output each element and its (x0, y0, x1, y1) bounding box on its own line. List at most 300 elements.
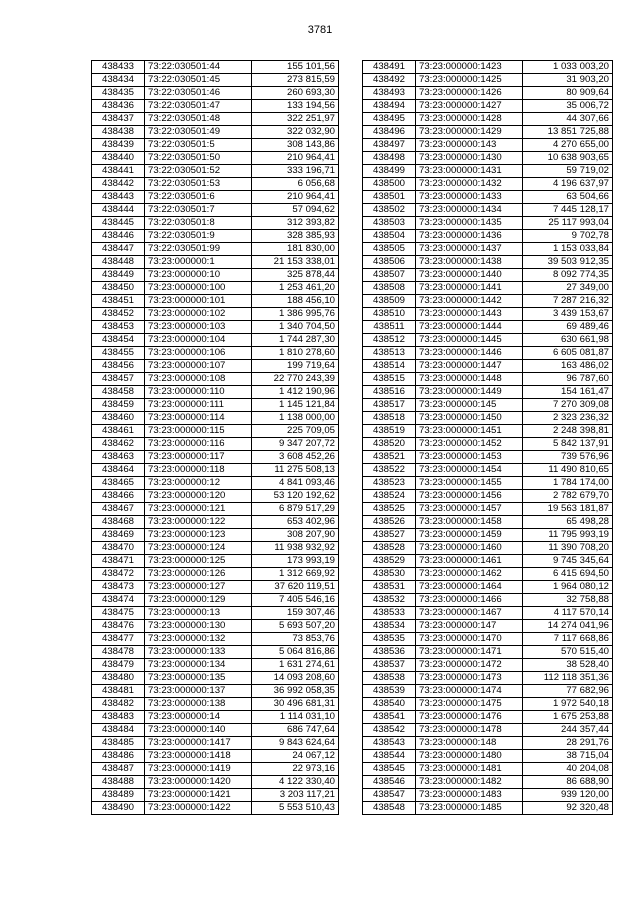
row-number: 438477 (92, 633, 145, 646)
row-number: 438546 (363, 776, 416, 789)
cadastral-number: 73:23:000000:1473 (416, 672, 523, 685)
row-number: 438496 (363, 126, 416, 139)
cadastral-number: 73:23:000000:129 (145, 594, 252, 607)
table-row (363, 737, 613, 750)
cadastral-number: 73:23:000000:1421 (145, 789, 252, 802)
cadastral-value: 739 576,96 (523, 451, 613, 464)
cadastral-number: 73:23:000000:1452 (416, 438, 523, 451)
cadastral-value: 14 093 208,60 (252, 672, 339, 685)
cadastral-value: 9 843 624,64 (252, 737, 339, 750)
table-row (92, 737, 339, 750)
cadastral-number: 73:23:000000:114 (145, 412, 252, 425)
row-number: 438532 (363, 594, 416, 607)
cadastral-value: 7 405 546,16 (252, 594, 339, 607)
cadastral-value: 37 620 119,51 (252, 581, 339, 594)
cadastral-value: 1 340 704,50 (252, 321, 339, 334)
row-number: 438478 (92, 646, 145, 659)
cadastral-number: 73:23:000000:1454 (416, 464, 523, 477)
registry-table-right (362, 60, 613, 815)
row-number: 438455 (92, 347, 145, 360)
table-row (92, 464, 339, 477)
cadastral-number: 73:23:000000:1437 (416, 243, 523, 256)
table-row (92, 516, 339, 529)
table-row (363, 308, 613, 321)
cadastral-number: 73:23:000000:120 (145, 490, 252, 503)
cadastral-value: 21 153 338,01 (252, 256, 339, 269)
row-number: 438522 (363, 464, 416, 477)
table-row (92, 802, 339, 815)
cadastral-number: 73:23:000000:1462 (416, 568, 523, 581)
table-row (92, 581, 339, 594)
cadastral-value: 1 784 174,00 (523, 477, 613, 490)
row-number: 438531 (363, 581, 416, 594)
cadastral-value: 181 830,00 (252, 243, 339, 256)
cadastral-number: 73:23:000000:1458 (416, 516, 523, 529)
row-number: 438460 (92, 412, 145, 425)
cadastral-value: 11 795 993,19 (523, 529, 613, 542)
cadastral-number: 73:23:000000:1431 (416, 165, 523, 178)
cadastral-number: 73:23:000000:125 (145, 555, 252, 568)
table-row (363, 620, 613, 633)
cadastral-number: 73:23:000000:145 (416, 399, 523, 412)
row-number: 438442 (92, 178, 145, 191)
row-number: 438456 (92, 360, 145, 373)
table-row (92, 61, 339, 74)
table-row (92, 152, 339, 165)
row-number: 438468 (92, 516, 145, 529)
cadastral-number: 73:23:000000:107 (145, 360, 252, 373)
table-row (92, 529, 339, 542)
row-number: 438471 (92, 555, 145, 568)
table-row (92, 438, 339, 451)
row-number: 438535 (363, 633, 416, 646)
cadastral-value: 77 682,96 (523, 685, 613, 698)
cadastral-value: 1 312 669,92 (252, 568, 339, 581)
cadastral-value: 39 503 912,35 (523, 256, 613, 269)
cadastral-number: 73:23:000000:1466 (416, 594, 523, 607)
table-row (92, 321, 339, 334)
cadastral-number: 73:23:000000:1457 (416, 503, 523, 516)
table-row (363, 763, 613, 776)
row-number: 438433 (92, 61, 145, 74)
table-row (363, 477, 613, 490)
table-row (92, 178, 339, 191)
table-row (363, 152, 613, 165)
table-row (363, 87, 613, 100)
cadastral-number: 73:23:000000:104 (145, 334, 252, 347)
cadastral-value: 28 291,76 (523, 737, 613, 750)
cadastral-number: 73:23:000000:1435 (416, 217, 523, 230)
cadastral-value: 10 638 903,65 (523, 152, 613, 165)
cadastral-value: 9 745 345,64 (523, 555, 613, 568)
cadastral-value: 40 204,08 (523, 763, 613, 776)
row-number: 438499 (363, 165, 416, 178)
cadastral-number: 73:23:000000:1441 (416, 282, 523, 295)
table-row (363, 126, 613, 139)
row-number: 438530 (363, 568, 416, 581)
table-row (92, 139, 339, 152)
row-number: 438536 (363, 646, 416, 659)
row-number: 438527 (363, 529, 416, 542)
cadastral-number: 73:22:030501:8 (145, 217, 252, 230)
cadastral-value: 1 412 190,96 (252, 386, 339, 399)
table-row (92, 113, 339, 126)
cadastral-number: 73:23:000000:1461 (416, 555, 523, 568)
cadastral-value: 14 274 041,96 (523, 620, 613, 633)
table-row (92, 776, 339, 789)
table-row (92, 711, 339, 724)
cadastral-value: 8 092 774,35 (523, 269, 613, 282)
cadastral-value: 333 196,71 (252, 165, 339, 178)
table-row (363, 724, 613, 737)
cadastral-number: 73:23:000000:1467 (416, 607, 523, 620)
table-row (92, 555, 339, 568)
cadastral-number: 73:22:030501:46 (145, 87, 252, 100)
cadastral-number: 73:23:000000:123 (145, 529, 252, 542)
row-number: 438495 (363, 113, 416, 126)
row-number: 438465 (92, 477, 145, 490)
cadastral-number: 73:23:000000:1472 (416, 659, 523, 672)
cadastral-value: 6 605 081,87 (523, 347, 613, 360)
row-number: 438486 (92, 750, 145, 763)
cadastral-number: 73:23:000000:1429 (416, 126, 523, 139)
cadastral-number: 73:23:000000:138 (145, 698, 252, 711)
cadastral-number: 73:23:000000:110 (145, 386, 252, 399)
cadastral-value: 1 631 274,61 (252, 659, 339, 672)
cadastral-number: 73:23:000000:1445 (416, 334, 523, 347)
cadastral-number: 73:22:030501:47 (145, 100, 252, 113)
cadastral-number: 73:23:000000:130 (145, 620, 252, 633)
cadastral-value: 36 992 058,35 (252, 685, 339, 698)
row-number: 438494 (363, 100, 416, 113)
table-row (363, 269, 613, 282)
cadastral-value: 5 553 510,43 (252, 802, 339, 815)
cadastral-number: 73:23:000000:147 (416, 620, 523, 633)
cadastral-value: 4 841 093,46 (252, 477, 339, 490)
table-row (92, 477, 339, 490)
cadastral-number: 73:23:000000:1450 (416, 412, 523, 425)
table-row (92, 659, 339, 672)
cadastral-number: 73:23:000000:1464 (416, 581, 523, 594)
cadastral-number: 73:23:000000:12 (145, 477, 252, 490)
cadastral-number: 73:23:000000:102 (145, 308, 252, 321)
table-row (92, 360, 339, 373)
cadastral-value: 199 719,64 (252, 360, 339, 373)
row-number: 438484 (92, 724, 145, 737)
cadastral-number: 73:23:000000:1449 (416, 386, 523, 399)
table-row (92, 282, 339, 295)
cadastral-number: 73:23:000000:1427 (416, 100, 523, 113)
row-number: 438457 (92, 373, 145, 386)
row-number: 438501 (363, 191, 416, 204)
table-row (363, 607, 613, 620)
cadastral-value: 27 349,00 (523, 282, 613, 295)
cadastral-value: 3 203 117,21 (252, 789, 339, 802)
table-row (363, 568, 613, 581)
cadastral-value: 653 402,96 (252, 516, 339, 529)
cadastral-value: 57 094,62 (252, 204, 339, 217)
table-row (363, 178, 613, 191)
row-number: 438512 (363, 334, 416, 347)
cadastral-value: 44 307,66 (523, 113, 613, 126)
cadastral-number: 73:23:000000:126 (145, 568, 252, 581)
cadastral-number: 73:22:030501:99 (145, 243, 252, 256)
row-number: 438447 (92, 243, 145, 256)
table-row (363, 100, 613, 113)
cadastral-number: 73:23:000000:1444 (416, 321, 523, 334)
cadastral-number: 73:23:000000:1434 (416, 204, 523, 217)
cadastral-value: 2 323 236,32 (523, 412, 613, 425)
row-number: 438472 (92, 568, 145, 581)
table-row (92, 269, 339, 282)
cadastral-number: 73:23:000000:1428 (416, 113, 523, 126)
table-row (363, 685, 613, 698)
cadastral-value: 939 120,00 (523, 789, 613, 802)
cadastral-value: 6 056,68 (252, 178, 339, 191)
cadastral-value: 38 715,04 (523, 750, 613, 763)
cadastral-number: 73:22:030501:45 (145, 74, 252, 87)
row-number: 438519 (363, 425, 416, 438)
table-row (363, 659, 613, 672)
table-row (363, 191, 613, 204)
row-number: 438481 (92, 685, 145, 698)
table-row (363, 555, 613, 568)
cadastral-value: 31 903,20 (523, 74, 613, 87)
cadastral-value: 13 851 725,88 (523, 126, 613, 139)
cadastral-number: 73:23:000000:1456 (416, 490, 523, 503)
table-row (92, 646, 339, 659)
cadastral-value: 308 143,86 (252, 139, 339, 152)
cadastral-number: 73:23:000000:1426 (416, 87, 523, 100)
row-number: 438510 (363, 308, 416, 321)
cadastral-value: 7 270 309,08 (523, 399, 613, 412)
table-row (92, 542, 339, 555)
row-number: 438516 (363, 386, 416, 399)
table-row (92, 672, 339, 685)
table-row (363, 542, 613, 555)
table-row (363, 698, 613, 711)
cadastral-number: 73:23:000000:1455 (416, 477, 523, 490)
table-row (92, 412, 339, 425)
table-row (92, 191, 339, 204)
row-number: 438547 (363, 789, 416, 802)
table-row (92, 620, 339, 633)
row-number: 438434 (92, 74, 145, 87)
row-number: 438441 (92, 165, 145, 178)
table-row (363, 516, 613, 529)
row-number: 438517 (363, 399, 416, 412)
cadastral-value: 35 006,72 (523, 100, 613, 113)
table-row (92, 295, 339, 308)
cadastral-value: 188 456,10 (252, 295, 339, 308)
row-number: 438528 (363, 542, 416, 555)
table-row (363, 425, 613, 438)
cadastral-value: 1 033 003,20 (523, 61, 613, 74)
row-number: 438463 (92, 451, 145, 464)
cadastral-value: 4 122 330,40 (252, 776, 339, 789)
cadastral-number: 73:23:000000:1420 (145, 776, 252, 789)
cadastral-value: 7 445 128,17 (523, 204, 613, 217)
cadastral-value: 25 117 993,04 (523, 217, 613, 230)
cadastral-value: 9 702,78 (523, 230, 613, 243)
page-number: 3781 (307, 24, 333, 36)
row-number: 438538 (363, 672, 416, 685)
cadastral-value: 7 117 668,86 (523, 633, 613, 646)
table-row (363, 412, 613, 425)
cadastral-value: 22 770 243,39 (252, 373, 339, 386)
cadastral-number: 73:23:000000:134 (145, 659, 252, 672)
row-number: 438438 (92, 126, 145, 139)
row-number: 438511 (363, 321, 416, 334)
table-row (92, 308, 339, 321)
cadastral-value: 163 486,02 (523, 360, 613, 373)
cadastral-value: 1 138 000,00 (252, 412, 339, 425)
cadastral-value: 32 758,88 (523, 594, 613, 607)
row-number: 438479 (92, 659, 145, 672)
row-number: 438508 (363, 282, 416, 295)
cadastral-number: 73:23:000000:1432 (416, 178, 523, 191)
cadastral-number: 73:23:000000:1446 (416, 347, 523, 360)
table-row (363, 243, 613, 256)
row-number: 438476 (92, 620, 145, 633)
table-row (363, 633, 613, 646)
cadastral-value: 322 251,97 (252, 113, 339, 126)
cadastral-number: 73:23:000000:132 (145, 633, 252, 646)
cadastral-value: 4 196 637,97 (523, 178, 613, 191)
cadastral-value: 328 385,93 (252, 230, 339, 243)
row-number: 438440 (92, 152, 145, 165)
cadastral-value: 312 393,82 (252, 217, 339, 230)
cadastral-number: 73:23:000000:121 (145, 503, 252, 516)
table-row (92, 347, 339, 360)
row-number: 438521 (363, 451, 416, 464)
table-row (92, 126, 339, 139)
cadastral-number: 73:22:030501:7 (145, 204, 252, 217)
cadastral-number: 73:23:000000:1 (145, 256, 252, 269)
cadastral-number: 73:23:000000:148 (416, 737, 523, 750)
row-number: 438491 (363, 61, 416, 74)
table-row (92, 334, 339, 347)
row-number: 438502 (363, 204, 416, 217)
cadastral-value: 11 490 810,65 (523, 464, 613, 477)
table-row (92, 633, 339, 646)
cadastral-number: 73:23:000000:1485 (416, 802, 523, 815)
cadastral-value: 1 253 461,20 (252, 282, 339, 295)
table-row (363, 74, 613, 87)
row-number: 438497 (363, 139, 416, 152)
cadastral-number: 73:23:000000:14 (145, 711, 252, 724)
cadastral-number: 73:23:000000:1419 (145, 763, 252, 776)
table-row (92, 100, 339, 113)
cadastral-value: 210 964,41 (252, 191, 339, 204)
cadastral-value: 19 563 181,87 (523, 503, 613, 516)
table-row (363, 386, 613, 399)
table-row (363, 347, 613, 360)
table-row (363, 113, 613, 126)
table-row (92, 685, 339, 698)
cadastral-number: 73:23:000000:101 (145, 295, 252, 308)
table-row (92, 724, 339, 737)
cadastral-value: 4 117 570,14 (523, 607, 613, 620)
row-number: 438520 (363, 438, 416, 451)
row-number: 438545 (363, 763, 416, 776)
cadastral-value: 1 386 995,76 (252, 308, 339, 321)
cadastral-number: 73:23:000000:1481 (416, 763, 523, 776)
table-row (363, 139, 613, 152)
table-row (92, 204, 339, 217)
cadastral-value: 225 709,05 (252, 425, 339, 438)
table-row (363, 529, 613, 542)
row-number: 438504 (363, 230, 416, 243)
cadastral-value: 2 782 679,70 (523, 490, 613, 503)
cadastral-number: 73:23:000000:1423 (416, 61, 523, 74)
row-number: 438452 (92, 308, 145, 321)
cadastral-number: 73:23:000000:1443 (416, 308, 523, 321)
table-row (363, 165, 613, 178)
row-number: 438541 (363, 711, 416, 724)
cadastral-number: 73:23:000000:118 (145, 464, 252, 477)
cadastral-number: 73:23:000000:143 (416, 139, 523, 152)
cadastral-value: 1 675 253,88 (523, 711, 613, 724)
table-row (363, 282, 613, 295)
row-number: 438462 (92, 438, 145, 451)
row-number: 438436 (92, 100, 145, 113)
cadastral-number: 73:23:000000:103 (145, 321, 252, 334)
cadastral-value: 11 938 932,92 (252, 542, 339, 555)
row-number: 438475 (92, 607, 145, 620)
cadastral-value: 63 504,66 (523, 191, 613, 204)
cadastral-number: 73:22:030501:48 (145, 113, 252, 126)
row-number: 438480 (92, 672, 145, 685)
row-number: 438544 (363, 750, 416, 763)
cadastral-value: 30 496 681,31 (252, 698, 339, 711)
cadastral-number: 73:23:000000:10 (145, 269, 252, 282)
table-row (363, 360, 613, 373)
cadastral-value: 155 101,56 (252, 61, 339, 74)
cadastral-value: 5 064 816,86 (252, 646, 339, 659)
table-row (92, 230, 339, 243)
table-row (363, 776, 613, 789)
cadastral-value: 159 307,46 (252, 607, 339, 620)
row-number: 438515 (363, 373, 416, 386)
row-number: 438507 (363, 269, 416, 282)
cadastral-number: 73:23:000000:122 (145, 516, 252, 529)
table-row (363, 399, 613, 412)
row-number: 438529 (363, 555, 416, 568)
cadastral-number: 73:23:000000:1430 (416, 152, 523, 165)
cadastral-value: 53 120 192,62 (252, 490, 339, 503)
table-row (92, 373, 339, 386)
table-row (363, 61, 613, 74)
cadastral-number: 73:23:000000:1448 (416, 373, 523, 386)
cadastral-value: 686 747,64 (252, 724, 339, 737)
cadastral-value: 80 909,64 (523, 87, 613, 100)
cadastral-value: 69 489,46 (523, 321, 613, 334)
cadastral-number: 73:23:000000:1438 (416, 256, 523, 269)
cadastral-number: 73:23:000000:1459 (416, 529, 523, 542)
cadastral-number: 73:23:000000:135 (145, 672, 252, 685)
cadastral-value: 6 879 517,29 (252, 503, 339, 516)
cadastral-value: 1 810 278,60 (252, 347, 339, 360)
cadastral-number: 73:23:000000:1482 (416, 776, 523, 789)
row-number: 438543 (363, 737, 416, 750)
cadastral-value: 1 964 080,12 (523, 581, 613, 594)
table-row (92, 763, 339, 776)
cadastral-number: 73:23:000000:127 (145, 581, 252, 594)
table-row (363, 204, 613, 217)
cadastral-number: 73:23:000000:140 (145, 724, 252, 737)
cadastral-value: 11 390 708,20 (523, 542, 613, 555)
